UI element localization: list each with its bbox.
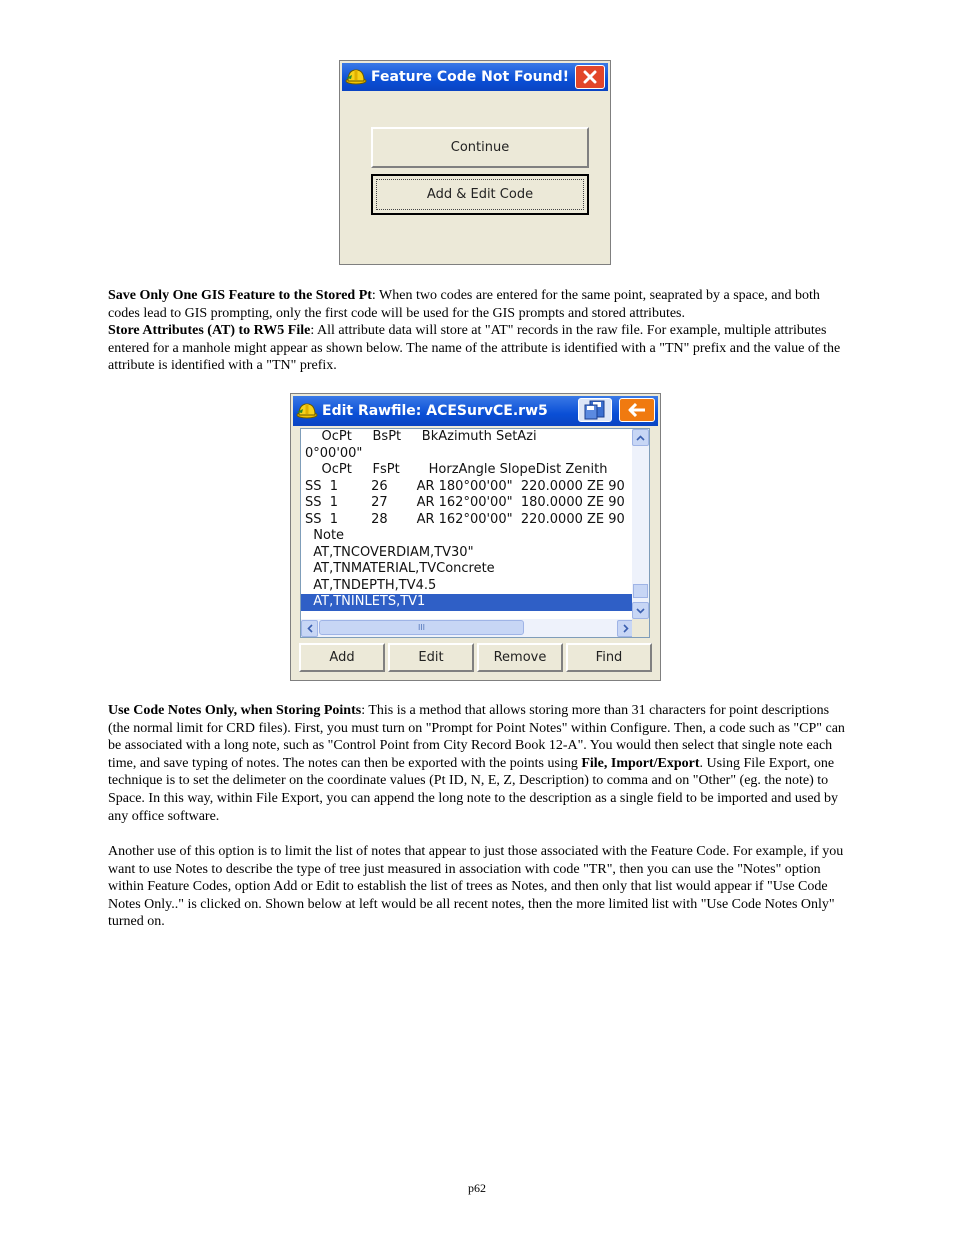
text-store-attributes: : All attribute data will store at "AT" records in the raw file. For example, multiple attributes entered for a manhole might appear as shown below. The name of the attribute is identified with a "TN" prefix and the value of the attribute is identified with a "TN" prefix. bbox=[108, 323, 841, 374]
save-button[interactable] bbox=[578, 398, 612, 422]
chevron-up-icon bbox=[636, 435, 645, 441]
text-use-code-notes-a: : This is a method that allows storing more than 31 characters for point descriptions (the normal limit for CRD files). First, you must turn on "Prompt for Point Notes" within Configure. Then, a code such as "CP" can be associated with a long note, such as "Control Point from City Record Book 12-A". You would then select that single note each time, and save typing of notes. The notes can then be exported with the points using bbox=[108, 703, 845, 771]
list-item[interactable]: 0°00'00" bbox=[305, 445, 363, 461]
vertical-scrollbar[interactable] bbox=[632, 429, 649, 619]
continue-button[interactable] bbox=[371, 127, 589, 168]
paragraph-save-one-gis-feature bbox=[108, 287, 848, 375]
list-item-selected[interactable]: AT,TNINLETS,TV1 bbox=[301, 594, 634, 611]
chevron-right-icon bbox=[623, 624, 629, 633]
hard-hat-icon bbox=[296, 400, 318, 422]
heading-save-one-gis: Save Only One GIS Feature to the Stored Pt bbox=[108, 288, 372, 303]
list-item[interactable]: Note bbox=[305, 528, 345, 543]
add-button[interactable] bbox=[299, 643, 385, 672]
list-item[interactable]: SS 1 26 AR 180°00'00" 220.0000 ZE 90 bbox=[305, 478, 625, 494]
hard-hat-icon bbox=[345, 66, 367, 88]
window-titlebar bbox=[293, 396, 658, 426]
scroll-down-button[interactable] bbox=[632, 602, 649, 619]
scroll-up-button[interactable] bbox=[632, 429, 649, 446]
scroll-left-button[interactable] bbox=[301, 620, 318, 637]
focus-ring bbox=[376, 179, 584, 210]
paragraph-use-code-notes bbox=[108, 702, 848, 825]
close-button[interactable] bbox=[575, 65, 605, 89]
list-item[interactable]: AT,TNDEPTH,TV4.5 bbox=[305, 577, 437, 593]
paragraph-another-use: Another use of this option is to limit the list of notes that appear to just those associated with the Feature Code. For example, if you want to use Notes to describe the type of tree just measured in association with code "TR", then you can use the "Notes" option within Feature Codes, option Add or Edit to establish the list of trees as Notes, and then only that list would appear if "Use Code Notes Only.." is clicked on. Shown below at left would be all recent notes, then the more limited list with "Use Code Notes Only" turned on. bbox=[108, 844, 844, 930]
list-item[interactable]: AT,TNCOVERDIAM,TV30" bbox=[305, 544, 474, 560]
find-button[interactable] bbox=[566, 643, 652, 672]
list-item[interactable]: OcPt BsPt BkAzimuth SetAzi bbox=[305, 429, 537, 444]
list-item[interactable]: AT,TNMATERIAL,TVConcrete bbox=[305, 561, 495, 576]
list-item[interactable]: SS 1 27 AR 162°00'00" 180.0000 ZE 90 bbox=[305, 495, 625, 510]
window-title: Edit Rawfile: ACESurvCE.rw5 bbox=[322, 403, 548, 419]
add-label: Add bbox=[329, 650, 355, 665]
add-edit-code-label: Add & Edit Code bbox=[426, 187, 534, 202]
back-arrow-icon bbox=[627, 402, 647, 418]
rawfile-list[interactable] bbox=[300, 428, 650, 638]
vertical-scroll-thumb[interactable] bbox=[633, 584, 648, 598]
continue-label: Continue bbox=[450, 140, 510, 155]
page-number: p62 bbox=[468, 1181, 486, 1195]
bold-file-import-export: File, Import/Export bbox=[581, 755, 700, 771]
scrollbar-corner bbox=[632, 619, 649, 637]
text-use-code-notes-b: . Using File Export, one technique is to set the delimeter on the coordinate values (Pt ID, N, E, Z, Description) to comma and on "Other" (eg. the note) to Space. In this way, within File Export, you can append the long note to the description as a single field to be imported and used by any office software. bbox=[108, 755, 839, 824]
add-edit-code-button[interactable] bbox=[371, 174, 589, 215]
edit-button[interactable] bbox=[388, 643, 474, 672]
text-save-one-gis: : When two codes are entered for the same point, seaprated by a space, and both codes lead to GIS prompting, only the first code will be used for the GIS prompts and stored attributes. bbox=[108, 288, 820, 321]
heading-use-code-notes: Use Code Notes Only, when Storing Points bbox=[108, 703, 362, 718]
edit-rawfile-window bbox=[290, 393, 661, 681]
horizontal-scrollbar[interactable] bbox=[301, 619, 634, 637]
back-button[interactable] bbox=[619, 398, 655, 422]
remove-button[interactable] bbox=[477, 643, 563, 672]
close-icon bbox=[583, 70, 597, 84]
chevron-left-icon bbox=[307, 624, 313, 633]
edit-label: Edit bbox=[418, 650, 444, 665]
heading-store-attributes: Store Attributes (AT) to RW5 File bbox=[108, 323, 311, 339]
horizontal-scroll-thumb[interactable]: III bbox=[319, 620, 524, 635]
dialog-titlebar bbox=[342, 63, 608, 91]
rawfile-lines bbox=[301, 429, 634, 617]
save-icon bbox=[584, 400, 606, 420]
feature-code-not-found-dialog bbox=[339, 60, 611, 265]
remove-label: Remove bbox=[493, 650, 547, 665]
list-item[interactable]: OcPt FsPt HorzAngle SlopeDist Zenith bbox=[305, 462, 608, 477]
chevron-down-icon bbox=[636, 608, 645, 614]
list-item[interactable]: SS 1 28 AR 162°00'00" 220.0000 ZE 90 bbox=[305, 511, 625, 527]
find-label: Find bbox=[595, 650, 623, 665]
dialog-title: Feature Code Not Found! bbox=[371, 69, 570, 85]
